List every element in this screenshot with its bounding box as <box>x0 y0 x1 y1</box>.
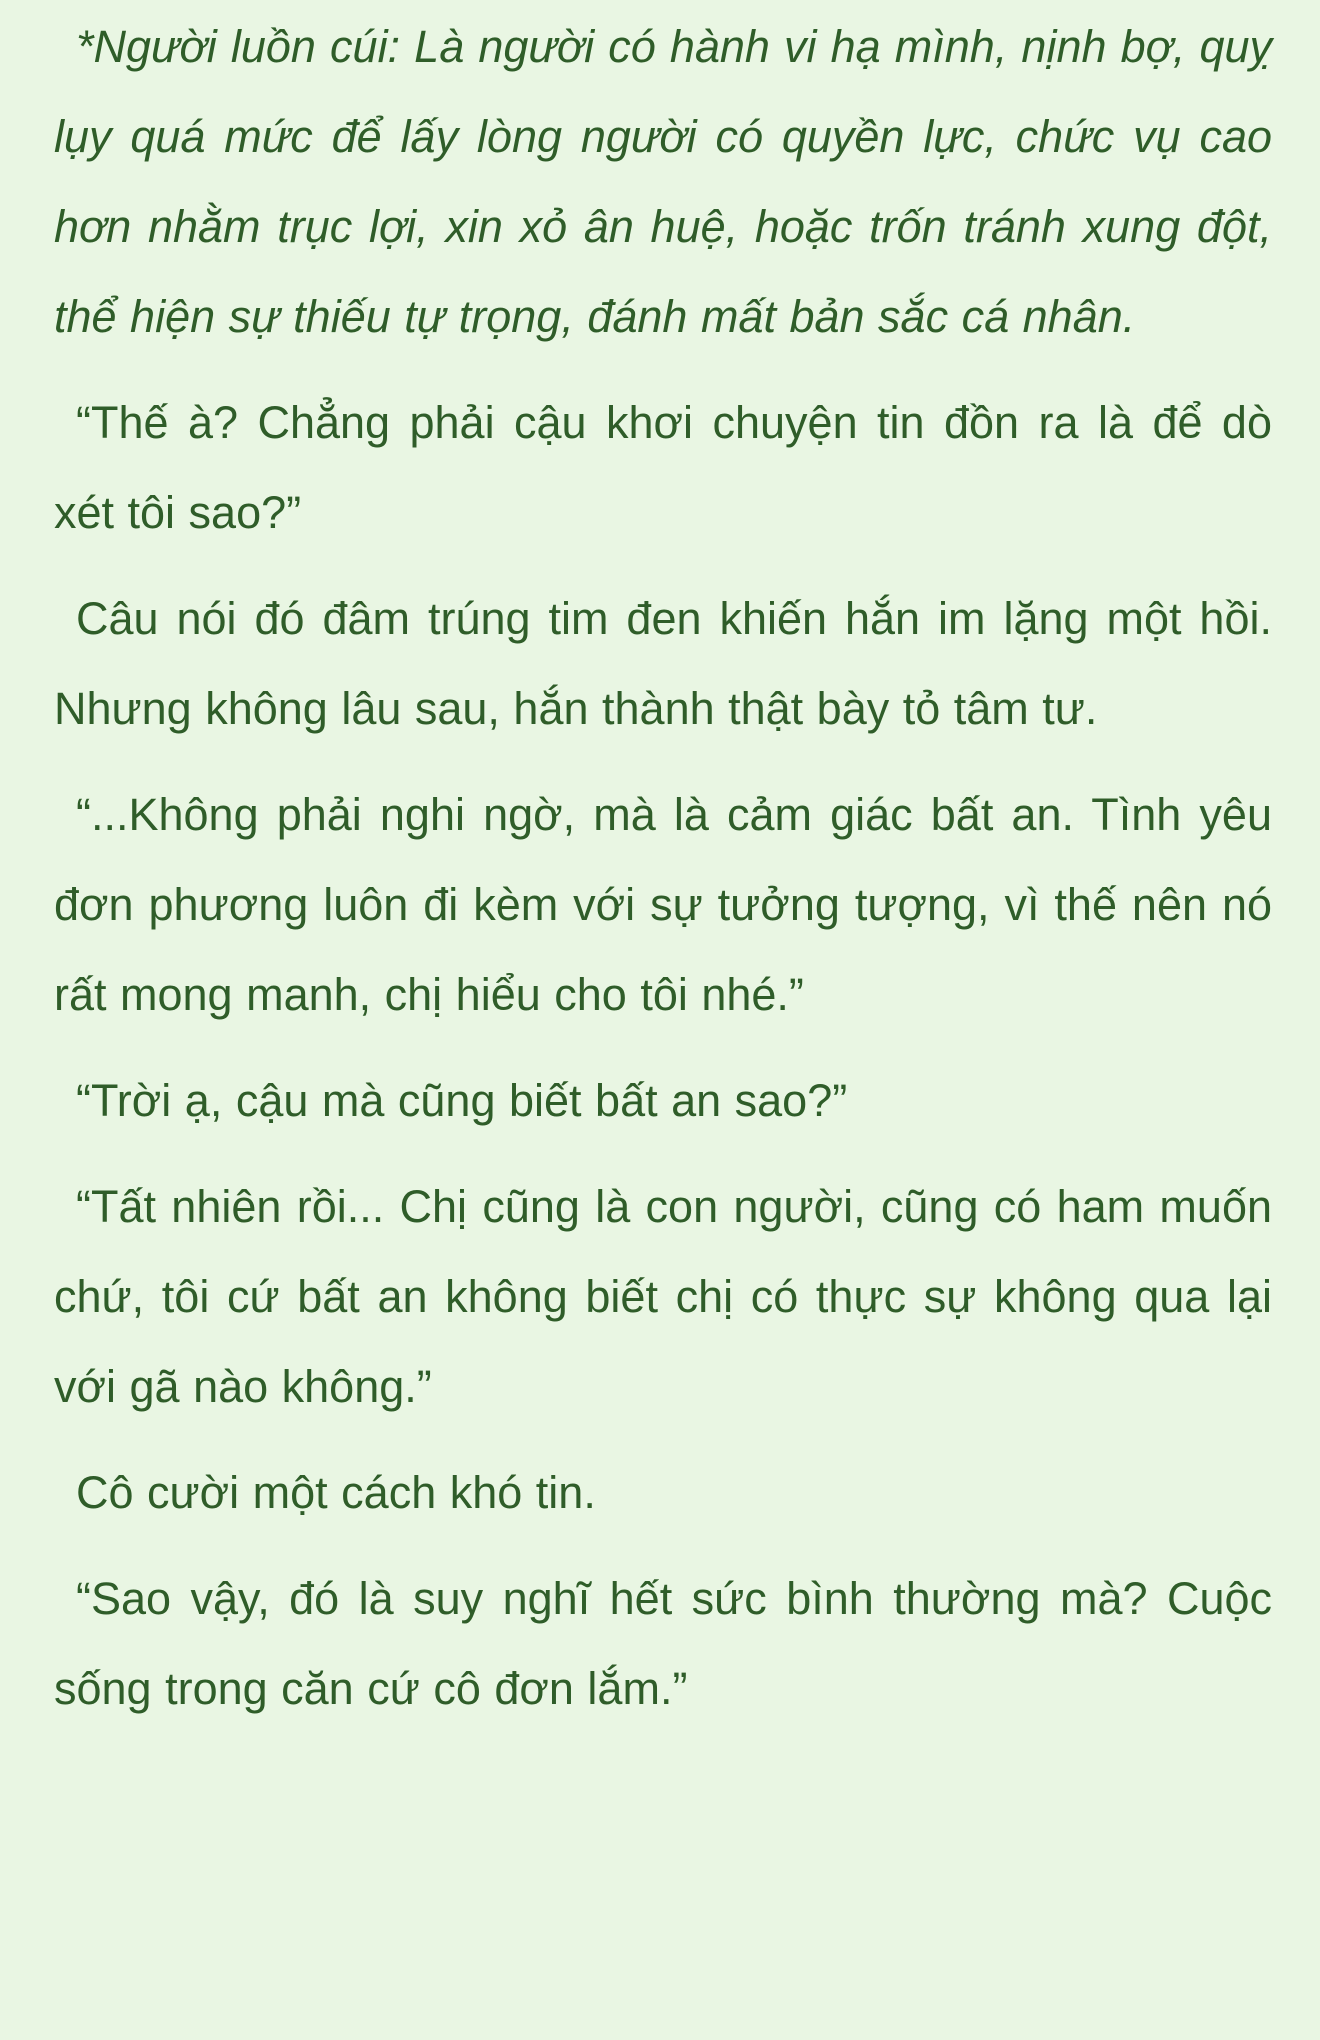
paragraph: “Thế à? Chẳng phải cậu khơi chuyện tin đồn ra là để dò xét tôi sao?” <box>54 397 1272 538</box>
paragraph: Cô cười một cách khó tin. <box>76 1467 596 1518</box>
paragraph: “...Không phải nghi ngờ, mà là cảm giác bất an. Tình yêu đơn phương luôn đi kèm với sự tưởng tượng, vì thế nên nó rất mong manh, chị hiểu cho tôi nhé.” <box>54 789 1272 1020</box>
paragraph: Câu nói đó đâm trúng tim đen khiến hắn im lặng một hồi. Nhưng không lâu sau, hắn thành thật bày tỏ tâm tư. <box>54 593 1272 734</box>
paragraph: “Tất nhiên rồi... Chị cũng là con người, cũng có ham muốn chứ, tôi cứ bất an không biết chị có thực sự không qua lại với gã nào không.” <box>54 1181 1272 1412</box>
paragraph: “Sao vậy, đó là suy nghĩ hết sức bình thường mà? Cuộc sống trong căn cứ cô đơn lắm.” <box>54 1573 1272 1714</box>
paragraph: *Người luồn cúi: Là người có hành vi hạ mình, nịnh bợ, quỵ lụy quá mức để lấy lòng người có quyền lực, chức vụ cao hơn nhằm trục lợi, xin xỏ ân huệ, hoặc trốn tránh xung đột, thể hiện sự thiếu tự trọng, đánh mất bản sắc cá nhân. <box>54 21 1272 342</box>
paragraph: “Trời ạ, cậu mà cũng biết bất an sao?” <box>76 1075 848 1126</box>
